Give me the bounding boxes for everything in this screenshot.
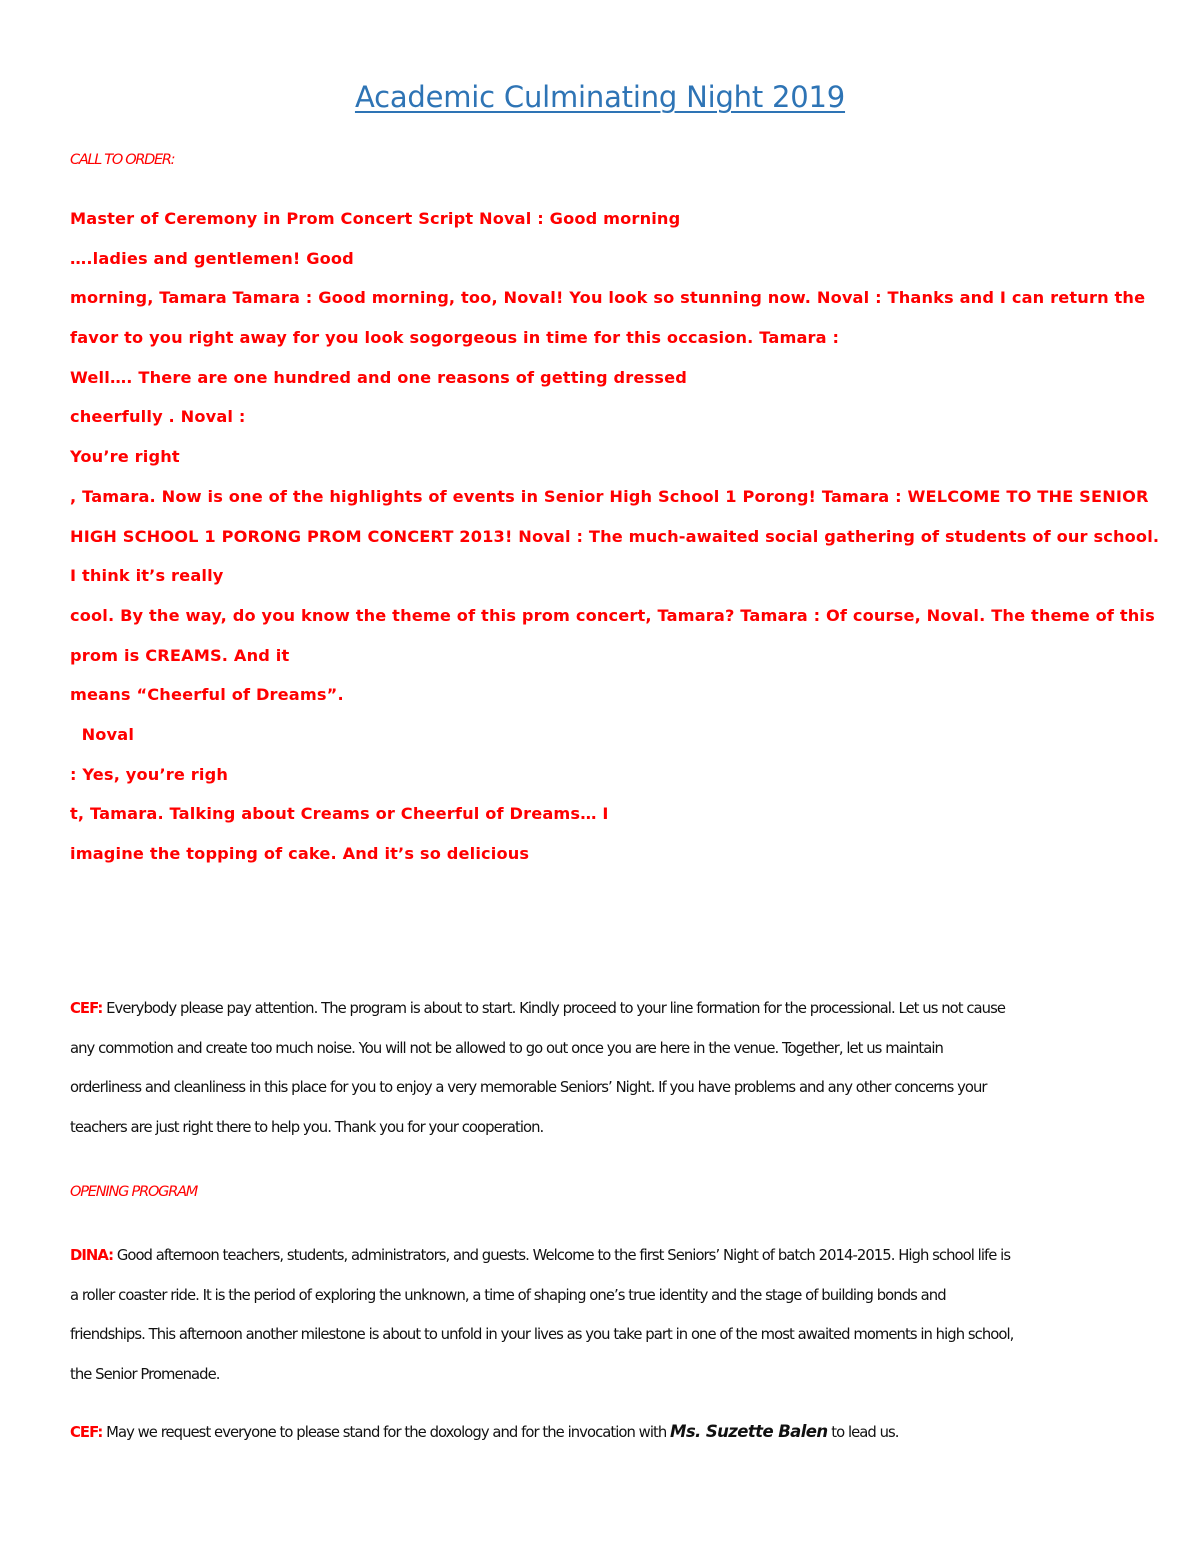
script-line: You’re right bbox=[70, 447, 180, 467]
script-line: HIGH SCHOOL 1 PORONG PROM CONCERT 2013! Noval : The much-awaited social gathering of students of our school. bbox=[70, 526, 1160, 546]
paragraph-line bbox=[70, 996, 1150, 1036]
speaker-label: CEF: bbox=[70, 1424, 103, 1441]
invocation-request-paragraph bbox=[70, 1422, 899, 1441]
script-line: I think it’s really bbox=[70, 566, 224, 586]
script-line: morning, Tamara Tamara : Good morning, too, Noval! You look so stunning now. Noval : Thanks and I can return the bbox=[70, 288, 1146, 308]
line-text: May we request everyone to please stand for the doxology and for the invocation with bbox=[102, 1424, 671, 1441]
document-title: Academic Culminating Night 2019 bbox=[354, 80, 846, 114]
cef-paragraph bbox=[70, 996, 1150, 1155]
line-text: Good afternoon teachers, students, administrators, and guests. Welcome to the first Seniors’ Night of batch 2014-2015. High school life is bbox=[113, 1247, 1011, 1264]
line-text: to lead us. bbox=[827, 1424, 899, 1441]
paragraph-line: a roller coaster ride. It is the period of exploring the unknown, a time of shaping one’s true identity and the stage of building bonds and bbox=[70, 1286, 946, 1304]
script-line: : Yes, you’re righ bbox=[70, 764, 229, 784]
paragraph-line: any commotion and create too much noise. You will not be allowed to go out once you are here in the venue. Together, let us maintain bbox=[70, 1039, 943, 1057]
line-text: Everybody please pay attention. The program is about to start. Kindly proceed to your line formation for the processional. Let us not cause bbox=[102, 1000, 1005, 1017]
mc-script-block bbox=[70, 206, 1160, 881]
script-line: Master of Ceremony in Prom Concert Script Noval : Good morning bbox=[70, 209, 681, 228]
script-line: favor to you right away for you look sogorgeous in time for this occasion. Tamara : bbox=[70, 328, 840, 348]
script-line: cheerfully . Noval : bbox=[70, 407, 246, 427]
script-line: Noval bbox=[70, 724, 135, 744]
paragraph-line: friendships. This afternoon another milestone is about to unfold in your lives as you take part in one of the most awaited moments in high school, bbox=[70, 1326, 1014, 1344]
script-line: , Tamara. Now is one of the highlights of events in Senior High School 1 Porong! Tamara : WELCOME TO THE SENIOR bbox=[70, 486, 1149, 506]
script-line: ….ladies and gentlemen! Good bbox=[70, 248, 354, 268]
script-line: t, Tamara. Talking about Creams or Cheerful of Dreams… I bbox=[70, 804, 609, 824]
invocation-leader-name: Ms. Suzette Balen bbox=[670, 1422, 828, 1441]
speaker-label: DINA: bbox=[70, 1247, 114, 1264]
call-to-order-heading: CALL TO ORDER: bbox=[70, 152, 175, 168]
speaker-label: CEF: bbox=[70, 1000, 103, 1017]
paragraph-line: teachers are just right there to help you. Thank you for your cooperation. bbox=[70, 1119, 544, 1137]
paragraph-line: the Senior Promenade. bbox=[70, 1366, 220, 1384]
opening-program-heading: OPENING PROGRAM bbox=[70, 1184, 198, 1200]
script-line: prom is CREAMS. And it bbox=[70, 645, 290, 665]
script-line: Well…. There are one hundred and one reasons of getting dressed bbox=[70, 367, 687, 387]
script-line: cool. By the way, do you know the theme of this prom concert, Tamara? Tamara : Of course, Noval. The theme of this bbox=[70, 605, 1155, 625]
dina-paragraph bbox=[70, 1243, 1150, 1402]
script-line: means “Cheerful of Dreams”. bbox=[70, 685, 344, 705]
paragraph-line: orderliness and cleanliness in this place for you to enjoy a very memorable Seniors’ Night. If you have problems and any other concerns your bbox=[70, 1079, 987, 1097]
script-line: imagine the topping of cake. And it’s so delicious bbox=[70, 844, 530, 863]
paragraph-line bbox=[70, 1243, 1150, 1283]
